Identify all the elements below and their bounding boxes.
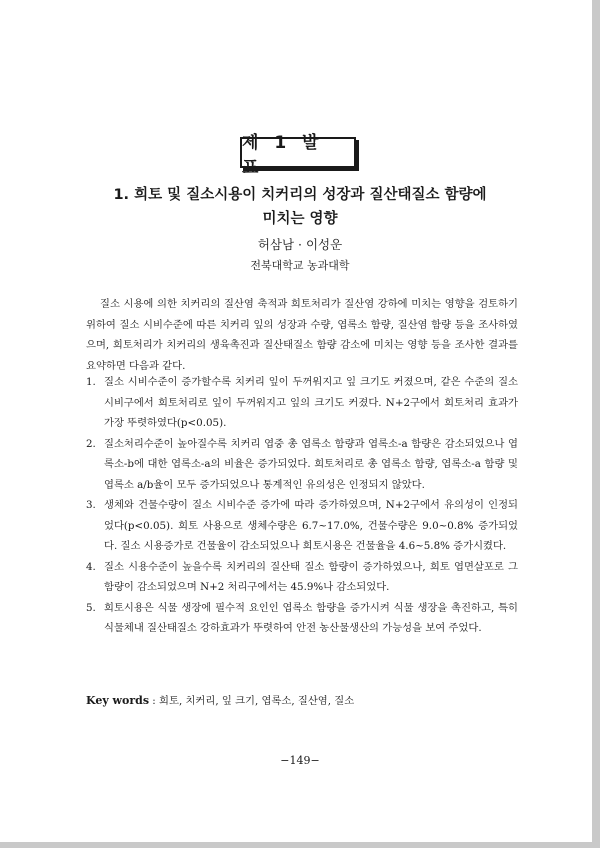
page-edge-right [592, 0, 600, 848]
finding-text: 질소 시용수준이 높을수록 치커리의 질산태 질소 함량이 증가하였으나, 희토 엽면살포로 그 함량이 감소되었으며 N+2 처리구에서는 45.9%나 감소되었다. [104, 560, 518, 593]
finding-text: 질소처리수준이 높아질수록 치커리 엽중 총 엽록소 함량과 엽록소-a 함량은 감소되었으나 엽록소-b에 대한 엽록소-a의 비율은 증가되었다. 희토처리로 총 엽록소 함량, 엽록소-a 함량 및 엽록소 a/b율이 모두 증가되었으나 통계적인 유의성은 인정되지 않았다. [104, 437, 518, 491]
section-header: 제 1 발 표 [240, 137, 356, 168]
keywords-line [86, 691, 518, 712]
finding-number: 4. [86, 560, 96, 573]
finding-text: 질소 시비수준이 증가할수록 치커리 잎이 두꺼워지고 잎 크기도 커졌으며, 같은 수준의 질소 시비구에서 희토처리로 잎이 두꺼워지고 잎의 크기도 커졌다. N+2구에서 희토처리 효과가 가장 뚜렷하였다(p<0.05). [104, 376, 518, 429]
finding-item-3 [86, 495, 518, 557]
keywords-label: Key words [86, 694, 150, 707]
affiliation: 전북대학교 농과대학 [250, 259, 350, 272]
finding-text: 생체와 건물수량이 질소 시비수준 증가에 따라 증가하였으며, N+2구에서 유의성이 인정되었다(p<0.05). 희토 사용으로 생체수량은 6.7~17.0%, 건물수량은 9.0~0.8% 증가되었다. 질소 시용증가로 건물율이 감소되었으나 희토시용은 건물율을 4.6~5.8% 증가시켰다. [104, 499, 518, 552]
authors: 허삼남 · 이성운 [257, 237, 343, 252]
abstract-paragraph: 질소 시용에 의한 치커리의 질산염 축적과 희토처리가 질산염 강하에 미치는 영향을 검토하기 위하여 질소 시비수준에 따른 치커리 잎의 성장과 수량, 엽록소 함량, 질산염 함량 등을 조사하였으며, 희토처리가 치커리의 생육촉진과 질산태질소 함량 감소에 미치는 영향 등을 조사한 결과를 요약하면 다음과 같다. [86, 298, 518, 372]
page-edge-bottom [0, 842, 600, 848]
finding-item-2 [86, 434, 518, 496]
paper-title-line-2: 미치는 영향 [262, 211, 338, 227]
findings-list [86, 372, 518, 639]
page-number: −149− [280, 754, 320, 767]
keywords-separator: : [149, 695, 160, 707]
finding-number: 3. [86, 499, 96, 511]
finding-text: 희토시용은 식물 생장에 필수적 요인인 엽록소 함량을 증가시켜 식물 생장을 촉진하고, 특히 식물체내 질산태질소 강하효과가 뚜렷하여 안전 농산물생산의 가능성을 보여 주었다. [104, 601, 518, 634]
finding-item-5 [86, 598, 518, 639]
finding-number: 5. [86, 601, 96, 614]
finding-item-1 [86, 372, 518, 434]
finding-number: 2. [86, 437, 96, 450]
finding-number: 1. [86, 376, 96, 388]
keywords-text: 희토, 치커리, 잎 크기, 엽록소, 질산염, 질소 [159, 695, 355, 707]
paper-title-line-1: 1. 희토 및 질소시용이 치커리의 성장과 질산태질소 함량에 [113, 187, 487, 203]
finding-item-4 [86, 557, 518, 598]
